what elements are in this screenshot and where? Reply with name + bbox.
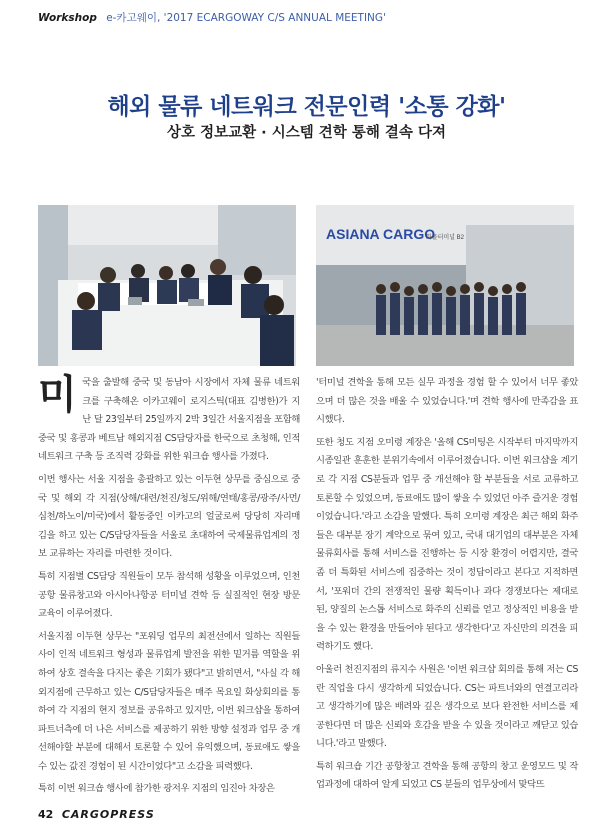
page-footer [38, 808, 155, 821]
paragraph: '터미널 견학을 통해 모든 실무 과정을 경험 할 수 있어서 너무 좋았으며 더 많은 것을 배울 수 있었습니다.'며 견학 행사에 만족감을 표시했다. [316, 377, 578, 426]
paragraph: 특히 이번 워크숍 행사에 참가한 광저우 지점의 임진아 차장은 [38, 783, 275, 795]
paragraph: 또한 청도 지점 오미령 계장은 '올해 CS미팅은 시작부터 마지막까지 시종일관 훈훈한 분위기속에서 이루어졌습니다. 이번 워크샵을 계기로 각 지점 CS분들과 업무 중 개선해야 할 부분들을 서로 교류하고 토론할 수 있었으며, 동료애도 많이 쌓을 수 있었던 아주 즐거운 경험이었습니다.'라고 소감을 말했다. 특히 오미령 계장은 최근 해외 화주들은 대부분 장기 계약으로 묶여 있고, 국내 대기업의 대부분은 자체 물류회사를 통해 서비스를 진행하는 등 시장 환경이 어렵지만, 결국 좀 더 특화된 서비스에 집중하는 것이 정답이라고 본다고 지적하면서, '포워더 간의 전쟁적인 물량 획득이나 과다 경쟁보다는 제대로 된, 양질의 논스톱 서비스로 화주의 신뢰를 얻고 정상적인 비용을 받을 수 있는 환경을 만들어야 된다고 생각한다'고 자신만의 의견을 피력하기도 했다. [316, 436, 578, 653]
section-label: Workshop [38, 12, 97, 24]
article-title: 해외 물류 네트워크 전문인력 '소통 강화' [107, 94, 506, 120]
terminal-sign: 화물터미널 B2 [426, 235, 464, 241]
page-number: 42 [38, 808, 54, 821]
article-subtitle: 상호 정보교환 · 시스템 견학 통해 결속 다져 [167, 125, 446, 141]
header-subtitle: e-카고웨이, '2017 ECARGOWAY C/S ANNUAL MEETING' [106, 12, 386, 24]
paragraph: 특히 지점별 CS담당 직원들이 모두 참석해 성황을 이루었으며, 인천공항 물류창고와 아시아나항공 터미널 견학 등 실질적인 현장 방문 교육이 이루어졌다. [38, 570, 300, 620]
drop-cap: 미 [38, 371, 77, 418]
asiana-cargo-group-photo [316, 205, 574, 366]
paragraph: 미국을 출발해 중국 및 동남아 시장에서 자체 물류 네트워크를 구축해온 이카고웨이 로지스틱(대표 김병한)가 지난 달 23일부터 25일까지 2박 3일간 서울지점을 포함해 중국 및 홍콩과 베트남 해외지점 CS담당자를 한국으로 초청해, 인적네트워크 구축 등 조직력 강화를 위한 워크숍 행사를 가졌다. [38, 371, 300, 463]
article-column-right [316, 374, 578, 799]
asiana-sign: ASIANA CARGO [326, 226, 436, 242]
paragraph: 아울러 천진지점의 류지수 사원은 '이번 워크샵 회의를 통해 저는 CS란 직업을 다시 생각하게 되었습니다. CS는 파트너와의 연결고리라고 생각하기에 많은 배려와 깊은 생각으로 보다 완전한 서비스를 제공한다면 더 많은 신뢰와 호감을 받을 수 있을 것이라고 깨닫고 있습니다.'라고 말했다. [316, 663, 578, 750]
paragraph: 서울지점 이두현 상무는 "포워딩 업무의 최전선에서 일하는 직원들 사이 인적 네트워크 형성과 물류업계 발전을 위한 밑거름 역할을 위하여 상호 결속을 다지는 좋은 기회가 됐다"고 밝히면서, "사실 각 해외지점에 근무하고 있는 C/S담당자들은 매주 목요일 화상회의를 통하여 각 지점의 현지 정보를 공유하고 있지만, 이번 워크샵을 통하여 파트너측에 더 나은 서비스를 제공하기 위한 방향 설정과 업무 중 개선해야할 부분에 대해서 토론할 수 있어 유익했으며, 동료애도 쌓을 수 있는 값진 경험이 된 시간이었다"고 소감을 피력했다. [38, 630, 300, 772]
paragraph: 특히 워크숍 기간 공항창고 견학을 통해 공항의 창고 운영모드 및 작업과정에 대하여 알게 되었고 CS 분들의 업무상에서 맞닥뜨 [316, 760, 578, 791]
article-column-left [38, 371, 300, 803]
meeting-room-photo [38, 205, 296, 366]
magazine-name: CARGOPRESS [61, 808, 155, 821]
page-header [38, 10, 386, 25]
paragraph: 이번 행사는 서울 지점을 총괄하고 있는 이두현 상무를 중심으로 중국 및 해외 각 지점(상해/대련/천진/청도/위해/연태/홍콩/광주/사먼/심천/하노이/미국)에서 활동중인 이카고의 얼굴로써 당당히 자리매김을 하고 있는 C/S담당자들을 서울로 초대하여 국제물류업계의 정보 교류하는 자리를 마련한 것이다. [38, 473, 300, 560]
